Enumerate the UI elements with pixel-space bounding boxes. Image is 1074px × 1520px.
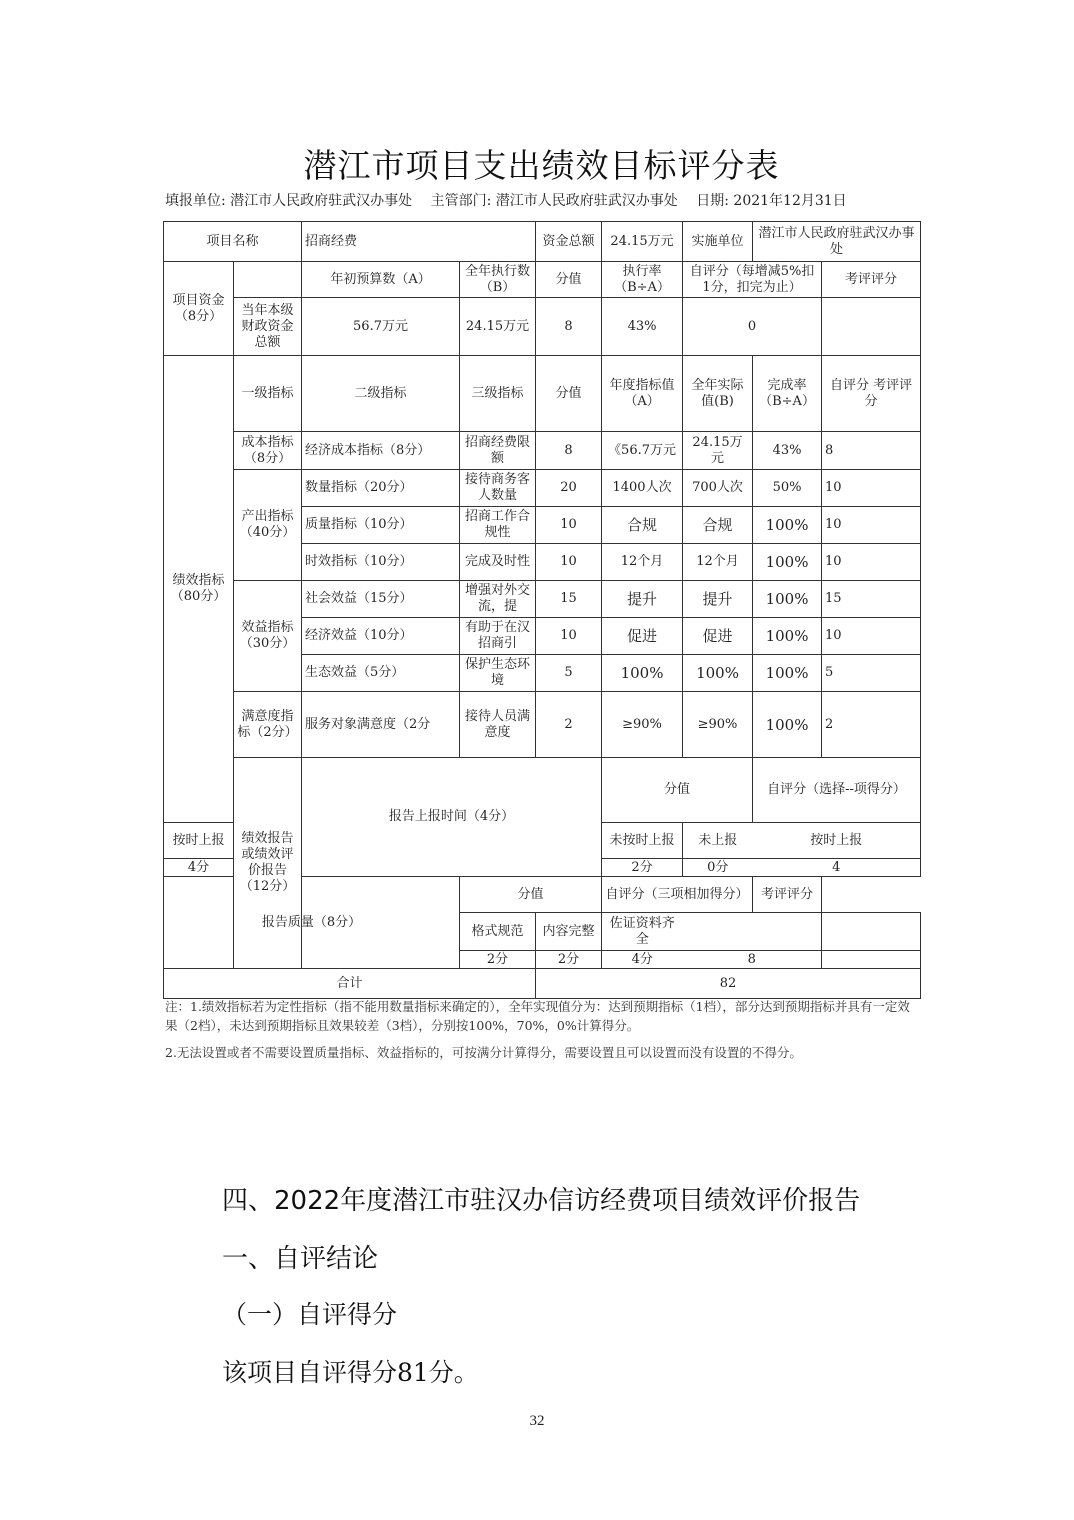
table-meta	[165, 190, 920, 210]
perf-score: 5	[536, 655, 602, 692]
perf-lvl2: 数量指标（20分）	[302, 470, 460, 507]
score-table	[163, 221, 921, 999]
report-quality-h-review: 考评评分	[753, 877, 822, 913]
report-quality-h-self: 自评分（三项相加得分）	[602, 877, 753, 913]
perf-lvl3: 保护生态环境	[460, 655, 536, 692]
perf-self: 10	[822, 544, 921, 581]
perf-target: 100%	[602, 655, 683, 692]
perf-lvl3: 增强对外交流，提	[460, 581, 536, 618]
perf-lvl3: 接待商务客人数量	[460, 470, 536, 507]
perf-row	[164, 470, 921, 507]
project-label: 项目名称	[164, 222, 302, 262]
funds-h-self: 自评分（每增减5%扣1分，扣完为止）	[683, 262, 822, 298]
perf-score: 10	[536, 507, 602, 544]
perf-lvl3: 有助于在汉招商引	[460, 618, 536, 655]
meta-dept: 主管部门: 潜江市人民政府驻武汉办事处	[430, 193, 678, 209]
perf-rate: 100%	[753, 581, 822, 618]
funds-value-row	[164, 298, 921, 356]
perf-h-target: 年度指标值（A）	[602, 356, 683, 432]
report-time-label: 报告上报时间（4分）	[302, 758, 602, 877]
funds-score: 8	[536, 298, 602, 356]
perf-self: 10	[822, 507, 921, 544]
perf-self: 2	[822, 692, 921, 758]
perf-score: 8	[536, 432, 602, 470]
funds-row-label: 当年本级财政资金总额	[234, 298, 302, 356]
perf-rate: 100%	[753, 655, 822, 692]
perf-lvl3: 招商工作合规性	[460, 507, 536, 544]
perf-actual: 促进	[683, 618, 753, 655]
perf-target: 12个月	[602, 544, 683, 581]
perf-lvl3: 完成及时性	[460, 544, 536, 581]
perf-h-rate: 完成率（B÷A）	[753, 356, 822, 432]
body-paragraph: 该项目自评得分81分。	[222, 1358, 479, 1387]
total-label: 合计	[164, 969, 536, 999]
perf-target: 《56.7万元	[602, 432, 683, 470]
perf-h-lvl1: 一级指标	[234, 356, 302, 432]
perf-group-output: 产出指标（40分）	[234, 470, 302, 581]
report-quality-label: 报告质量（8分）	[164, 877, 460, 969]
report-quality-review	[822, 913, 921, 951]
perf-self: 8	[822, 432, 921, 470]
perf-h-lvl3: 三级指标	[460, 356, 536, 432]
report-quality-score: 2分	[536, 951, 602, 969]
perf-target: 提升	[602, 581, 683, 618]
perf-rate: 43%	[753, 432, 822, 470]
perf-lvl2: 生态效益（5分）	[302, 655, 460, 692]
total-row	[164, 969, 921, 999]
perf-group-satisfaction: 满意度指标（2分）	[234, 692, 302, 758]
funds-h-review: 考评评分	[822, 262, 921, 298]
report-time-header-row	[164, 758, 921, 823]
perf-row	[164, 581, 921, 618]
perf-score: 10	[536, 544, 602, 581]
total-value: 82	[536, 969, 921, 999]
perf-actual: 24.15万元	[683, 432, 753, 470]
perf-lvl2: 经济效益（10分）	[302, 618, 460, 655]
perf-group-benefit: 效益指标（30分）	[234, 581, 302, 692]
meta-date: 日期: 2021年12月31日	[696, 193, 847, 209]
funds-blank	[234, 262, 302, 298]
perf-h-review: 考评评分	[864, 377, 913, 409]
perf-lvl2: 服务对象满意度（2分	[302, 692, 460, 758]
report-quality-score: 8	[683, 951, 822, 969]
report-quality-self-blank	[683, 913, 822, 951]
meta-unit: 填报单位: 潜江市人民政府驻武汉办事处	[165, 193, 413, 209]
funds-exec: 24.15万元	[460, 298, 536, 356]
report-time-h-score: 分值	[602, 758, 753, 823]
project-row	[164, 222, 921, 262]
sub-heading: 一、自评结论	[222, 1244, 379, 1274]
perf-lvl2: 经济成本指标（8分）	[302, 432, 460, 470]
table-notes	[165, 997, 915, 1070]
report-time-opt: 未上报	[683, 823, 753, 859]
funds-h-exec: 全年执行数（B）	[460, 262, 536, 298]
perf-h-self-review	[822, 356, 921, 432]
perf-score: 2	[536, 692, 602, 758]
report-quality-opt: 佐证资料齐全	[602, 913, 683, 951]
report-time-score: 4分	[164, 859, 234, 877]
funds-rate: 43%	[602, 298, 683, 356]
perf-target: 合规	[602, 507, 683, 544]
perf-score: 20	[536, 470, 602, 507]
perf-self: 5	[822, 655, 921, 692]
report-quality-score-review	[822, 951, 921, 969]
section-heading: 四、2022年度潜江市驻汉办信访经费项目绩效评价报告	[222, 1186, 861, 1216]
report-time-score: 2分	[602, 859, 683, 877]
perf-score: 15	[536, 581, 602, 618]
perf-rate: 50%	[753, 470, 822, 507]
perf-rate: 100%	[753, 618, 822, 655]
perf-h-self: 自评分	[829, 377, 869, 393]
funds-h-rate: 执行率（B÷A）	[602, 262, 683, 298]
report-time-score: 0分	[683, 859, 753, 877]
perf-rate: 100%	[753, 507, 822, 544]
report-quality-opt: 内容完整	[536, 913, 602, 951]
perf-lvl2: 质量指标（10分）	[302, 507, 460, 544]
perf-actual: 提升	[683, 581, 753, 618]
perf-actual: ≥90%	[683, 692, 753, 758]
funds-header-row	[164, 262, 921, 298]
report-time-opt: 未按时上报	[602, 823, 683, 859]
perf-lvl2: 时效指标（10分）	[302, 544, 460, 581]
funds-h-score: 分值	[536, 262, 602, 298]
report-quality-h-score: 分值	[460, 877, 602, 913]
report-quality-score: 4分	[602, 951, 683, 969]
perf-target: 促进	[602, 618, 683, 655]
perf-self: 10	[822, 618, 921, 655]
perf-actual: 100%	[683, 655, 753, 692]
report-time-opt: 按时上报	[753, 823, 921, 859]
perf-row	[164, 432, 921, 470]
perf-self: 10	[822, 470, 921, 507]
perf-h-score: 分值	[536, 356, 602, 432]
perf-h-lvl2: 二级指标	[302, 356, 460, 432]
perf-h-actual: 全年实际值(B)	[683, 356, 753, 432]
funds-budget: 56.7万元	[302, 298, 460, 356]
report-time-opt: 按时上报	[164, 823, 234, 859]
perf-actual: 合规	[683, 507, 753, 544]
report-time-score: 4	[753, 859, 921, 877]
impl-label: 实施单位	[683, 222, 753, 262]
impl-value: 潜江市人民政府驻武汉办事处	[753, 222, 921, 262]
perf-target: ≥90%	[602, 692, 683, 758]
project-name: 招商经费	[302, 222, 536, 262]
perf-rate: 100%	[753, 544, 822, 581]
fund-label: 资金总额	[536, 222, 602, 262]
perf-header-row	[164, 356, 921, 432]
funds-h-budget: 年初预算数（A）	[302, 262, 460, 298]
perf-self: 15	[822, 581, 921, 618]
report-quality-opt: 格式规范	[460, 913, 536, 951]
note-2: 2.无法设置或者不需要设置质量指标、效益指标的，可按满分计算得分，需要设置且可以设置而没有设置的不得分。	[165, 1045, 802, 1060]
sub-sub-heading: （一）自评得分	[222, 1300, 398, 1329]
perf-actual: 12个月	[683, 544, 753, 581]
perf-lvl3: 接待人员满意度	[460, 692, 536, 758]
perf-group-cost: 成本指标（8分）	[234, 432, 302, 470]
perf-actual: 700人次	[683, 470, 753, 507]
funds-self: 0	[683, 298, 822, 356]
funds-review	[822, 298, 921, 356]
report-section: 绩效报告或绩效评价报告（12分）	[234, 758, 302, 969]
perf-section: 绩效指标（80分）	[164, 356, 234, 823]
table-title: 潜江市项目支出绩效目标评分表	[303, 146, 780, 185]
note-1: 注：1.绩效指标若为定性指标（指不能用数量指标来确定的），全年实现值分为：达到预期指标（1档），部分达到预期指标并具有一定效果（2档），未达到预期指标且效果较差（3档），分别按100%，70%，0%计算得分。	[165, 999, 910, 1033]
perf-target: 1400人次	[602, 470, 683, 507]
perf-lvl3: 招商经费限额	[460, 432, 536, 470]
perf-score: 10	[536, 618, 602, 655]
perf-row	[164, 692, 921, 758]
page-number: 32	[529, 1413, 545, 1429]
perf-rate: 100%	[753, 692, 822, 758]
fund-value: 24.15万元	[602, 222, 683, 262]
funds-section: 项目资金（8分）	[164, 262, 234, 356]
report-time-h-self: 自评分（选择--项得分）	[753, 758, 921, 823]
report-quality-score: 2分	[460, 951, 536, 969]
perf-lvl2: 社会效益（15分）	[302, 581, 460, 618]
